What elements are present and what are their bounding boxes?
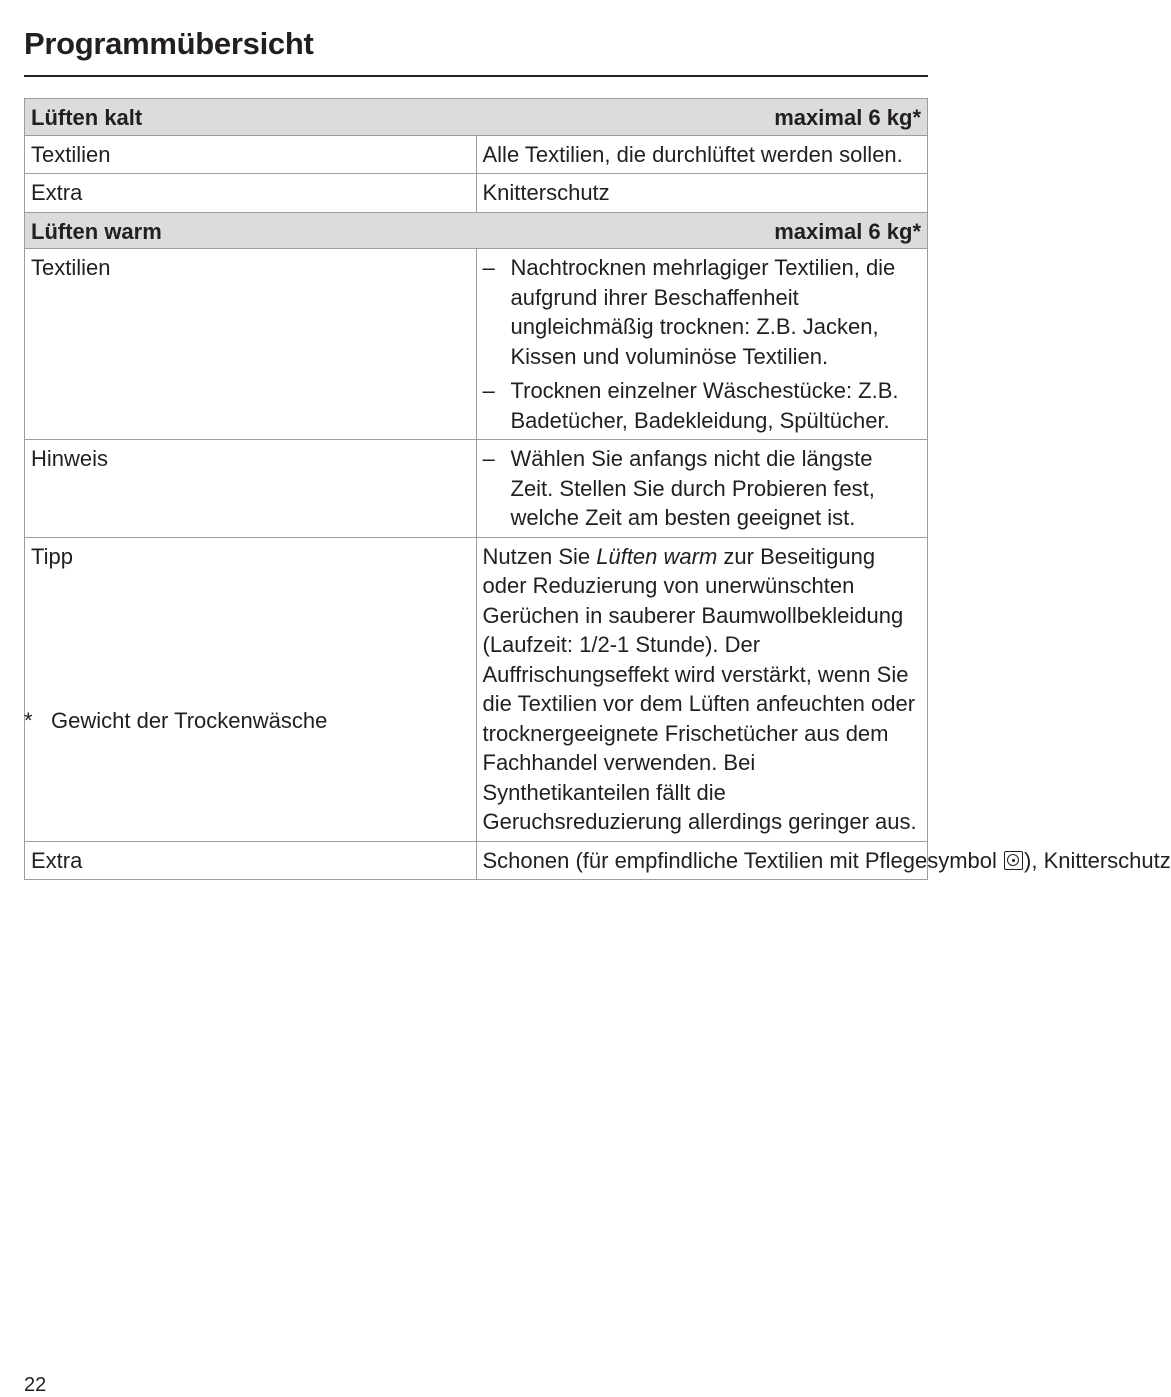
table-row [25, 174, 928, 213]
list-item: – Nachtrocknen mehrlagiger Textilien, die aufgrund ihrer Beschaffenheit ungleichmäßig trocknen: Z.B. Jacken, Kissen und voluminöse Textilien. [483, 253, 922, 371]
hinweis-list [483, 444, 922, 533]
extra-text-start: Schonen (für empfindliche Textilien mit Pflegesymbol [482, 847, 1004, 873]
row-label: Hinweis [25, 440, 477, 538]
row-label: Textilien [25, 135, 477, 174]
textilien-list [483, 253, 922, 435]
table-row [25, 135, 928, 174]
table-row-hinweis [25, 440, 928, 538]
program-table [24, 98, 1171, 880]
tipp-text-start: Nutzen Sie [482, 543, 597, 569]
gentle-drying-care-symbol-icon [1004, 851, 1023, 870]
extra-text [476, 841, 1171, 880]
table-row-tipp [25, 537, 928, 841]
footnote [24, 708, 327, 734]
section-title: Lüften warm [31, 218, 162, 244]
table-row-textilien [25, 249, 928, 440]
footnote-marker: * [24, 708, 33, 733]
row-label: Textilien [25, 249, 477, 440]
section-header-lueften-kalt [25, 99, 928, 136]
section-title: Lüften kalt [31, 105, 143, 130]
tipp-emphasis: Lüften warm [596, 543, 718, 569]
page-number: 22 [24, 1374, 47, 1396]
section-capacity: maximal 6 kg* [774, 218, 921, 244]
row-label: Tipp [25, 537, 477, 841]
row-text: Alle Textilien, die durchlüftet werden sollen. [476, 135, 928, 174]
extra-text-end: ), Knitterschutz [1024, 847, 1171, 873]
table-row-extra [25, 841, 928, 880]
title-divider [24, 75, 928, 77]
tipp-text-end: zur Beseitigung oder Reduzierung von unerwünschten Gerüchen in sauberer Baumwollbekleidung (Laufzeit: 1/2-1 Stunde). Der Auffrischungseffekt wird verstärkt, wenn Sie die Textilien vor dem Lüften anfeuchten oder trocknergeeignete Frischetücher aus dem Fachhandel verwenden. Bei Synthetikanteilen fällt die Geruchsreduzierung allerdings geringer aus. [482, 543, 917, 834]
section-capacity: maximal 6 kg* [774, 105, 921, 130]
row-label: Extra [25, 174, 477, 213]
row-label: Extra [25, 841, 477, 880]
section-header-lueften-warm [25, 212, 928, 249]
row-text: Knitterschutz [476, 174, 928, 213]
footnote-text: Gewicht der Trockenwäsche [51, 708, 328, 733]
tipp-text [476, 537, 928, 841]
list-item: – Wählen Sie anfangs nicht die längste Zeit. Stellen Sie durch Probieren fest, welche Zeit am besten geeignet ist. [483, 444, 922, 533]
page-title: Programmübersicht [24, 26, 314, 61]
list-item: – Trocknen einzelner Wäschestücke: Z.B. Badetücher, Badekleidung, Spültücher. [483, 376, 922, 435]
